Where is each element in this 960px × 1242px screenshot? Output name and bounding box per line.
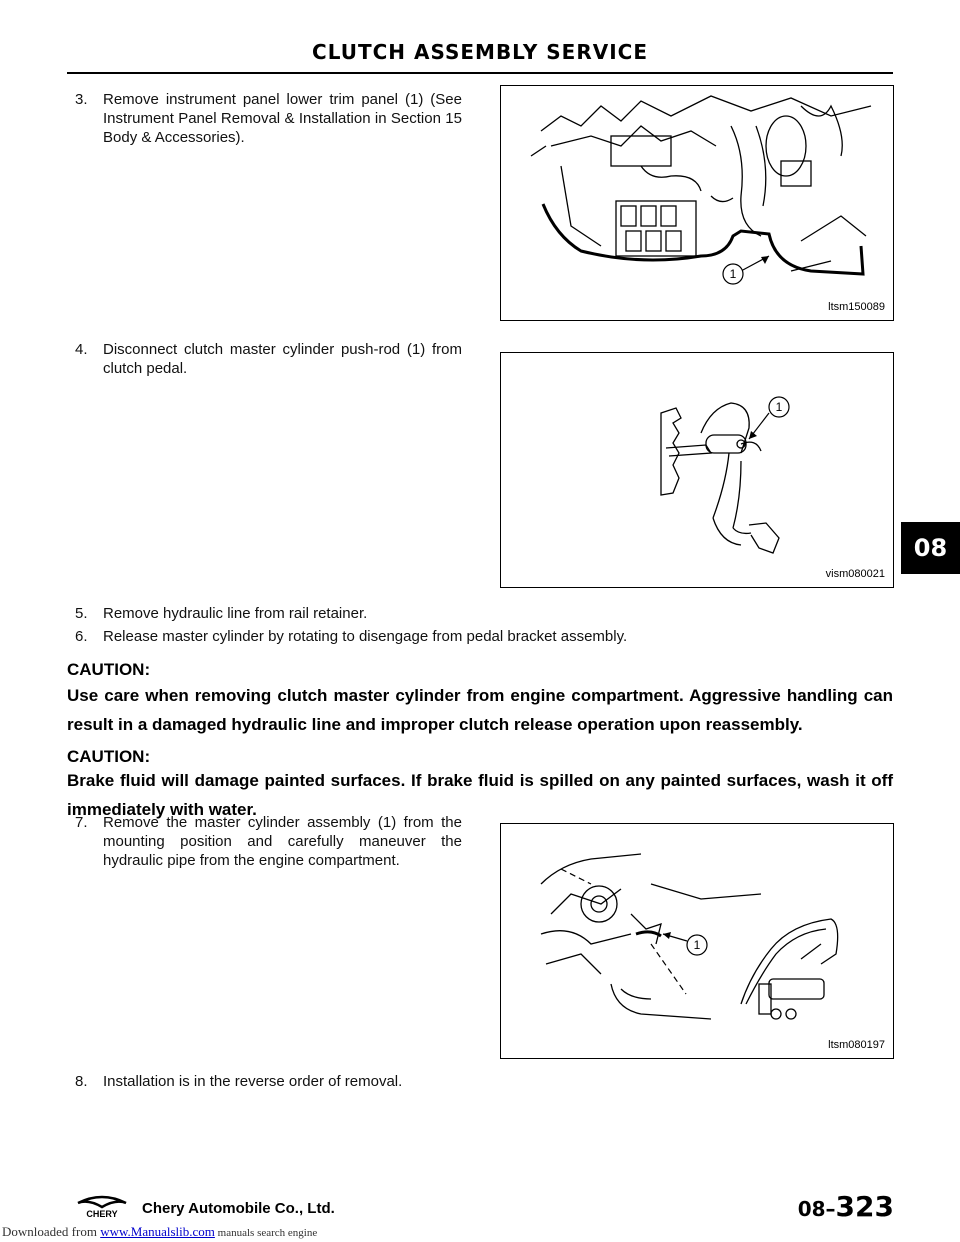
footer-company-name: Chery Automobile Co., Ltd. (142, 1200, 335, 1217)
step-text: Remove hydraulic line from rail retainer. (103, 605, 368, 622)
step-number: 6. (75, 628, 88, 645)
step-text: Installation is in the reverse order of removal. (103, 1073, 403, 1090)
caution-heading: CAUTION: (67, 747, 151, 766)
download-prefix: Downloaded from (2, 1224, 101, 1239)
caution-text: Use care when removing clutch master cylinder from engine compartment. Aggressive handling can result in a damaged hydraulic line and improper clutch release operation upon reassembly. (67, 686, 893, 734)
step-8 (75, 1072, 893, 1091)
step-3 (75, 90, 462, 147)
figure-master-cylinder-removal (500, 823, 894, 1059)
figure-clutch-pedal-pushrod (500, 352, 894, 588)
step-6 (75, 627, 893, 646)
caution-text: Brake fluid will damage painted surfaces. If brake fluid is spilled on any painted surfaces, wash it off immediately with water. (67, 771, 893, 819)
step-5 (75, 604, 893, 623)
step-text: Remove the master cylinder assembly (1) from the mounting position and carefully maneuver the hydraulic pipe from the engine compartment. (103, 814, 462, 869)
figure-clutch-pedal-drawing (501, 353, 894, 588)
figure-2-callout: 1 (775, 400, 783, 414)
figure-label: vism080021 (825, 568, 885, 580)
page-prefix: 08– (797, 1197, 836, 1221)
step-number: 3. (75, 91, 88, 108)
figure-label: ltsm150089 (828, 301, 885, 313)
figure-label: ltsm080197 (828, 1039, 885, 1051)
download-suffix: manuals search engine (214, 1227, 318, 1239)
header-divider (67, 72, 893, 74)
chery-logo (72, 1193, 132, 1219)
step-4 (75, 340, 462, 378)
figure-3-callout: 1 (693, 938, 701, 952)
step-7 (75, 813, 462, 870)
footer-page-number (798, 1190, 894, 1223)
figure-master-cylinder-drawing (501, 824, 894, 1059)
step-number: 7. (75, 814, 88, 831)
page-header-title: CLUTCH ASSEMBLY SERVICE (312, 40, 648, 64)
step-number: 5. (75, 605, 88, 622)
caution-heading: CAUTION: (67, 660, 151, 679)
manualslib-link[interactable]: www.Manualslib.com (100, 1224, 215, 1239)
step-text: Release master cylinder by rotating to disengage from pedal bracket assembly. (103, 628, 628, 645)
step-number: 8. (75, 1073, 88, 1090)
section-tab: 08 (901, 522, 960, 574)
figure-1-callout: 1 (729, 267, 737, 281)
step-text: Remove instrument panel lower trim panel (1) (See Instrument Panel Removal & Installation in Section 15 Body & Accessories). (103, 91, 462, 146)
download-notice (2, 1224, 317, 1240)
figure-instrument-panel-trim (500, 85, 894, 321)
figure-instrument-panel-drawing (501, 86, 894, 321)
step-number: 4. (75, 341, 88, 358)
step-text: Disconnect clutch master cylinder push-rod (1) from clutch pedal. (103, 341, 462, 377)
logo-text: CHERY (86, 1209, 118, 1219)
page-number: 323 (835, 1190, 894, 1223)
